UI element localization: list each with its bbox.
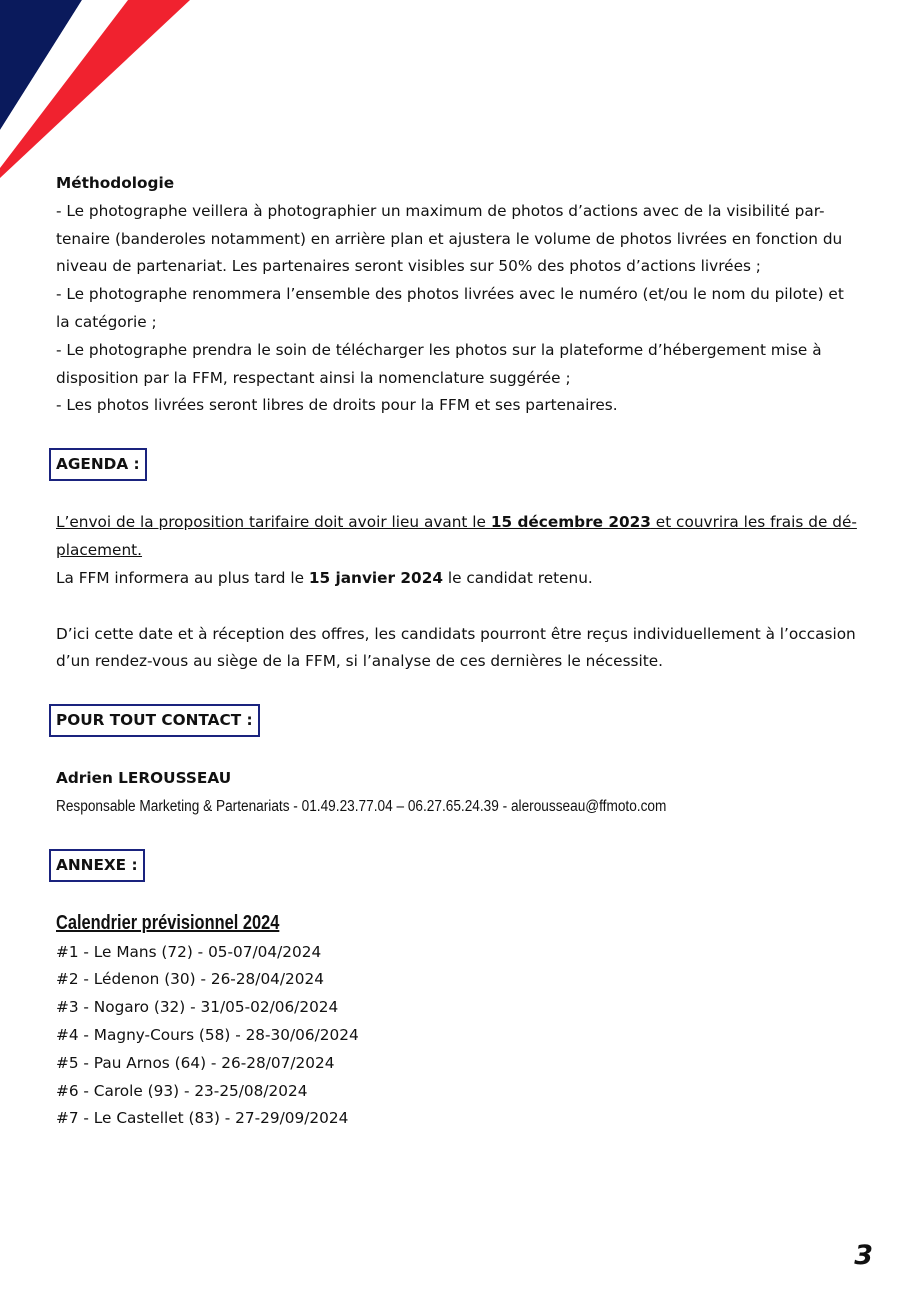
methodology-line: - Le photographe prendra le soin de télécharger les photos sur la plateforme d’hébergement mise à [56,340,822,359]
calendar-event: #2 - Lédenon (30) - 26-28/04/2024 [56,970,324,989]
methodology-line: - Les photos livrées seront libres de droits pour la FFM et ses partenaires. [56,396,618,415]
calendar-title: Calendrier prévisionnel 2024 [56,911,280,934]
methodology-heading: Méthodologie [56,174,175,192]
calendar-event: #1 - Le Mans (72) - 05-07/04/2024 [56,942,322,961]
agenda-deadline-date: 15 décembre 2023 [490,513,651,532]
calendar-event: #6 - Carole (93) - 23-25/08/2024 [56,1081,308,1100]
contact-details: Responsable Marketing & Partenariats - 01.49.23.77.04 – 06.27.65.24.39 - alerousseau@ffmoto.com [56,797,667,815]
agenda-deadline-text-end: et couvrira les frais de dé- [650,513,857,532]
agenda-deadline-line [56,509,866,537]
agenda-decision-line [56,565,866,593]
calendar-event: #3 - Nogaro (32) - 31/05-02/06/2024 [56,998,339,1017]
agenda-decision-date: 15 janvier 2024 [308,568,443,587]
methodology-line: tenaire (banderoles notamment) en arrière plan et ajustera le volume de photos livrées en fonction du [56,229,843,248]
contact-label: POUR TOUT CONTACT : [49,704,260,737]
agenda-meeting-line: d’un rendez-vous au siège de la FFM, si l’analyse de ces dernières le nécessite. [56,652,664,671]
agenda-meeting-line: D’ici cette date et à réception des offres, les candidats pourront être reçus individuellement à l’occasion [56,624,856,643]
calendar-event: #5 - Pau Arnos (64) - 26-28/07/2024 [56,1053,335,1072]
agenda-deadline-text: L’envoi de la proposition tarifaire doit avoir lieu avant le [56,513,491,532]
document-body [56,170,866,1133]
agenda-label: AGENDA : [49,448,147,481]
tricolor-corner-decoration [0,0,200,180]
methodology-line: la catégorie ; [56,312,157,331]
methodology-line: - Le photographe veillera à photographier un maximum de photos d’actions avec de la visibilité par- [56,201,825,220]
methodology-section [56,170,866,420]
annexe-section [56,849,866,1133]
agenda-decision-text-end: le candidat retenu. [442,568,593,587]
contact-section [56,704,866,821]
agenda-section [56,448,866,676]
page-number: 3 [854,1240,873,1271]
agenda-deadline-continuation: placement. [56,540,143,559]
methodology-line: disposition par la FFM, respectant ainsi la nomenclature suggérée ; [56,368,571,387]
calendar-event: #7 - Le Castellet (83) - 27-29/09/2024 [56,1109,349,1128]
methodology-line: - Le photographe renommera l’ensemble des photos livrées avec le numéro (et/ou le nom du pilote) et [56,285,844,304]
contact-name: Adrien LEROUSSEAU [56,769,232,788]
agenda-decision-text: La FFM informera au plus tard le [56,568,309,587]
methodology-line: niveau de partenariat. Les partenaires seront visibles sur 50% des photos d’actions livrées ; [56,257,761,276]
calendar-event: #4 - Magny-Cours (58) - 28-30/06/2024 [56,1025,359,1044]
annexe-label: ANNEXE : [49,849,145,882]
